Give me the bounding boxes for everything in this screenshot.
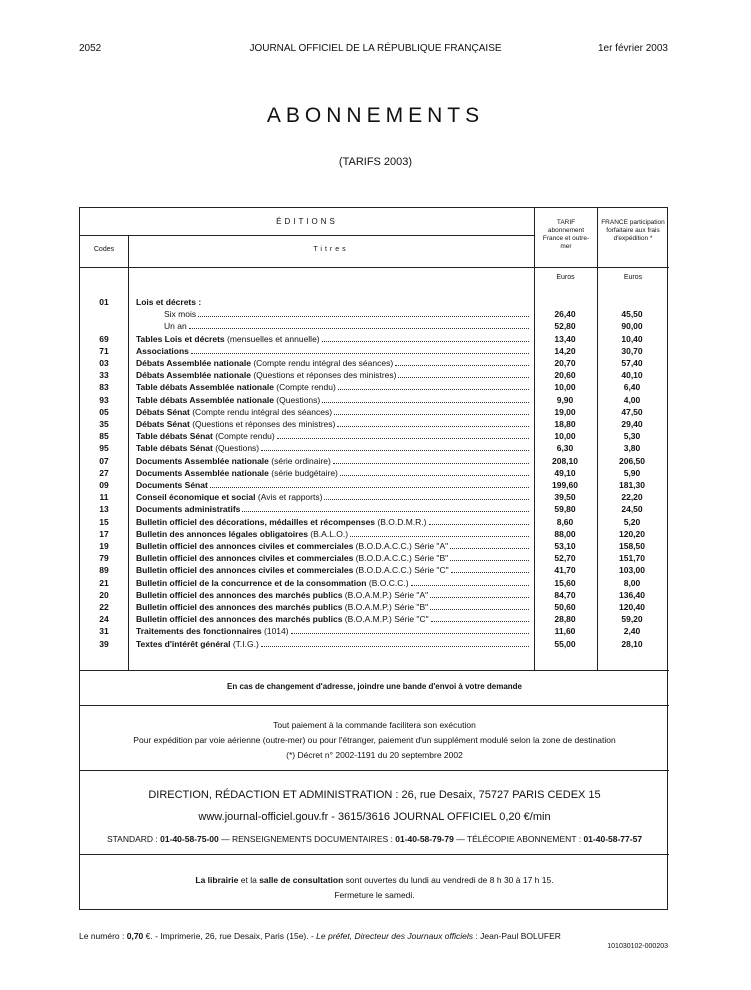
row-title-detail: Un an (164, 321, 187, 332)
footer-reference: 101030102-000203 (607, 943, 668, 950)
row-code: 20 (99, 589, 109, 600)
leader-dots (322, 334, 529, 342)
row-title-bold: Lois et décrets : (136, 297, 202, 307)
row-code: 15 (99, 516, 109, 527)
row-tarif: 19,00 (554, 406, 576, 417)
row-title (136, 456, 531, 466)
row-title-text (136, 614, 429, 624)
row-title-detail: (B.O.A.M.P.) Série "B" (342, 602, 429, 612)
page-title: ABONNEMENTS (266, 104, 485, 127)
row-title-bold: Table débats Sénat (136, 431, 213, 442)
table-row (80, 321, 669, 333)
leader-dots (411, 578, 529, 586)
row-title-text (136, 517, 427, 527)
row-code: 31 (99, 626, 109, 637)
leader-dots (430, 602, 529, 610)
row-title-text (136, 419, 335, 429)
row-tarif: 13,40 (554, 333, 576, 344)
row-title (136, 358, 531, 368)
row-title-text (136, 541, 448, 551)
address-notice: En cas de changement d'adresse, joindre une bande d'envoi à votre demande (227, 682, 522, 691)
row-title (136, 553, 531, 563)
row-code: 09 (99, 480, 109, 490)
row-tarif: 20,70 (554, 358, 576, 368)
row-code: 13 (99, 504, 109, 515)
tarif-header: TARIF abonnement France et outre-mer (542, 219, 590, 250)
library-text: et la (238, 875, 260, 885)
row-title (136, 382, 531, 392)
library-label: La librairie (195, 875, 239, 885)
leader-dots (210, 480, 529, 488)
row-france: 158,50 (619, 541, 645, 551)
row-title-detail: (B.O.D.M.R.) (375, 516, 427, 527)
row-title (136, 504, 531, 514)
row-title-bold: Bulletin officiel des annonces civiles et commerciales (136, 541, 354, 551)
table-row (80, 419, 669, 431)
row-title-bold: Associations (136, 345, 189, 356)
row-france: 5,90 (623, 467, 641, 478)
payment-line-2: Pour expédition par voie aérienne (outre-mer) ou pour l'étranger, paiement d'un supplément modulé selon la zone de destination (133, 735, 616, 745)
row-title (136, 590, 531, 600)
row-france: 6,40 (623, 382, 641, 393)
decree-note: (*) Décret n° 2002-1191 du 20 septembre 2002 (286, 750, 463, 760)
row-title (136, 578, 531, 588)
unit-euros-1: Euros (556, 274, 575, 281)
row-code: 07 (99, 455, 109, 466)
table-row (80, 626, 669, 638)
row-code: 95 (99, 443, 109, 454)
row-title-text (136, 443, 259, 453)
table-row (80, 334, 669, 346)
leader-dots (451, 565, 529, 573)
row-title-bold: Table débats Assemblée nationale (136, 394, 274, 405)
leader-dots (261, 443, 529, 451)
leader-dots (277, 431, 529, 439)
table-row (80, 639, 669, 651)
row-title-bold: Bulletin des annonces légales obligatoires (136, 528, 308, 539)
website-minitel: www.journal-officiel.gouv.fr - 3615/3616 JOURNAL OFFICIEL 0,20 €/min (198, 811, 551, 823)
row-france: 45,50 (621, 309, 643, 320)
row-code: 83 (99, 382, 109, 393)
row-title-bold: Débats Assemblée nationale (136, 358, 251, 368)
row-title-bold: Documents Assemblée nationale (136, 467, 269, 478)
row-france: 206,50 (619, 455, 645, 466)
row-title-detail: (Compte rendu) (212, 431, 275, 442)
row-title-bold: Débats Sénat (136, 406, 190, 417)
table-row (80, 578, 669, 590)
row-title-text (136, 334, 320, 344)
row-title-text (136, 456, 331, 466)
row-france: 29,40 (621, 419, 643, 429)
row-code: 71 (99, 345, 109, 356)
table-row (80, 504, 669, 516)
row-title-detail: (B.O.A.M.P.) Série "C" (342, 614, 429, 625)
row-title (164, 309, 531, 319)
library-hours-text: sont ouvertes du lundi au vendredi de 8 h 30 à 17 h 15. (343, 875, 554, 885)
table-row (80, 590, 669, 602)
row-code: 05 (99, 406, 109, 417)
leader-dots (198, 309, 529, 317)
row-france: 5,20 (623, 516, 641, 527)
row-title (136, 565, 531, 575)
table-row (80, 395, 669, 407)
row-title-detail: (B.A.L.O.) (307, 528, 349, 539)
row-france: 120,20 (619, 528, 645, 539)
row-title-text (136, 468, 338, 478)
row-title-detail: Six mois (164, 309, 197, 320)
row-france: 5,30 (623, 431, 641, 442)
row-title-detail: (Compte rendu intégral des séances) (189, 406, 333, 417)
leader-dots (431, 614, 529, 622)
row-title-text (136, 504, 240, 514)
rens-label: — RENSEIGNEMENTS DOCUMENTAIRES : (218, 834, 396, 844)
table-row (80, 358, 669, 370)
footer-director-title: Le préfet, Directeur des Journaux officiels (316, 931, 474, 941)
row-france: 2,40 (623, 626, 641, 637)
row-title (136, 614, 531, 624)
table-row (80, 480, 669, 492)
row-title-detail: (Avis et rapports) (255, 492, 323, 503)
leader-dots (429, 517, 529, 525)
footer-printer: €. - Imprimerie, 26, rue Desaix, Paris (15e). - (143, 931, 317, 941)
row-code: 79 (99, 553, 109, 564)
issue-date: 1er février 2003 (597, 43, 668, 54)
leader-dots (337, 419, 529, 427)
footer-director-name: : Jean-Paul BOLUFER (473, 931, 561, 941)
row-france: 181,30 (619, 480, 645, 490)
row-tarif: 11,60 (554, 626, 576, 637)
row-tarif: 15,60 (554, 577, 576, 588)
row-code: 39 (99, 638, 109, 649)
leader-dots (450, 541, 529, 549)
row-title (164, 321, 531, 331)
row-tarif: 49,10 (554, 467, 576, 478)
row-title-text (136, 407, 332, 417)
divider (80, 235, 534, 236)
row-france: 28,10 (621, 638, 643, 649)
row-code: 21 (99, 577, 109, 588)
row-tarif: 52,80 (554, 321, 576, 332)
row-tarif: 41,70 (554, 565, 576, 576)
footer-price: 0,70 (126, 931, 144, 941)
row-title-text (136, 492, 322, 502)
row-title-bold: Bulletin officiel des annonces des marchés publics (136, 589, 343, 600)
leader-dots (291, 626, 529, 634)
row-title-detail: (B.O.D.A.C.C.) Série "B" (353, 553, 449, 564)
table-row (80, 309, 669, 321)
table-row (80, 456, 669, 468)
row-france: 47,50 (621, 406, 643, 417)
row-title-bold: Bulletin officiel des annonces civiles et commerciales (136, 565, 354, 576)
row-france: 103,00 (619, 565, 645, 576)
row-title-text (136, 297, 201, 307)
row-france: 4,00 (623, 394, 641, 405)
divider (80, 670, 669, 671)
row-title-bold: Documents administratifs (136, 504, 241, 515)
row-title (136, 468, 531, 478)
subscription-table-box (79, 207, 668, 910)
row-title-bold: Débats Assemblée nationale (136, 370, 251, 381)
row-title-detail: (série ordinaire) (268, 455, 331, 466)
row-title-bold: Textes d'intérêt général (136, 638, 231, 649)
row-code: 01 (99, 297, 109, 307)
row-title (136, 431, 531, 441)
codes-header: Codes (93, 246, 115, 253)
row-title-detail: (1014) (261, 626, 289, 637)
row-title (136, 480, 531, 490)
row-france: 22,20 (621, 492, 643, 503)
titres-header: Titres (313, 246, 349, 253)
row-title-detail: (Questions) (273, 394, 321, 405)
row-title-detail: (Questions) (212, 443, 260, 454)
row-france: 3,80 (623, 443, 641, 454)
row-title-detail: (Compte rendu intégral des séances) (250, 358, 394, 368)
row-title-bold: Documents Sénat (136, 480, 208, 490)
row-france: 136,40 (619, 589, 645, 600)
row-france: 90,00 (621, 321, 643, 332)
standard-label: STANDARD : (106, 834, 161, 844)
row-title-text (136, 602, 428, 612)
row-tarif: 39,50 (554, 492, 576, 503)
row-tarif: 14,20 (554, 345, 576, 356)
row-title (136, 395, 531, 405)
row-code: 35 (99, 419, 109, 429)
row-title-bold: Bulletin officiel des annonces des marchés publics (136, 614, 343, 625)
leader-dots (350, 529, 529, 537)
leader-dots (333, 456, 529, 464)
table-row (80, 517, 669, 529)
row-france: 57,40 (621, 358, 643, 368)
leader-dots (334, 407, 529, 415)
row-title-text (136, 626, 289, 636)
leader-dots (191, 346, 529, 354)
row-title-detail: (Questions et réponses des ministres) (189, 419, 336, 429)
row-title (136, 492, 531, 502)
row-tarif: 84,70 (554, 589, 576, 600)
row-code: 85 (99, 431, 109, 442)
row-tarif: 50,60 (554, 602, 576, 612)
row-title-detail: (T.I.G.) (230, 638, 259, 649)
leader-dots (450, 553, 529, 561)
footer-prefix: Le numéro : (79, 931, 127, 941)
row-tarif: 53,10 (554, 541, 576, 551)
row-tarif: 59,80 (554, 504, 576, 515)
table-row (80, 443, 669, 455)
leader-dots (189, 321, 529, 329)
page-number: 2052 (79, 43, 102, 54)
row-title-text (136, 565, 449, 575)
leader-dots (324, 492, 529, 500)
row-code: 22 (99, 602, 109, 612)
leader-dots (322, 395, 529, 403)
row-title-detail: (B.O.C.C.) (366, 577, 409, 588)
leader-dots (340, 468, 529, 476)
table-row (80, 431, 669, 443)
row-title-bold: Débats Sénat (136, 419, 190, 429)
table-row (80, 407, 669, 419)
row-title-detail: (B.O.D.A.C.C.) Série "A" (353, 541, 449, 551)
row-title-text (136, 529, 348, 539)
row-title (136, 541, 531, 551)
row-title (136, 297, 531, 307)
row-title-text (136, 578, 409, 588)
row-tarif: 199,60 (552, 480, 578, 490)
leader-dots (338, 382, 529, 390)
row-france: 40,10 (621, 370, 643, 381)
standard-number: 01-40-58-75-00 (160, 834, 219, 844)
table-row (80, 468, 669, 480)
row-title (136, 626, 531, 636)
library-hours (80, 875, 669, 885)
row-title (136, 407, 531, 417)
row-title-text (136, 480, 208, 490)
row-title-bold: Bulletin officiel des décorations, médailles et récompenses (136, 516, 376, 527)
row-tarif: 20,60 (554, 370, 576, 381)
library-closing: Fermeture le samedi. (334, 890, 415, 900)
row-title-text (136, 395, 320, 405)
row-title (136, 443, 531, 453)
row-code: 24 (99, 614, 109, 625)
row-title (136, 529, 531, 539)
row-title (136, 370, 531, 380)
row-france: 30,70 (621, 345, 643, 356)
divider (80, 705, 669, 706)
france-header: FRANCE participation forfaitaire aux frais d'expédition * (601, 219, 665, 242)
table-row (80, 602, 669, 614)
row-title-bold: Traitements des fonctionnaires (136, 626, 262, 637)
leader-dots (261, 639, 529, 647)
row-title-detail: (mensuelles et annuelle) (224, 333, 320, 344)
telecopie-label: — TÉLÉCOPIE ABONNEMENT : (453, 834, 584, 844)
row-title-text (136, 590, 428, 600)
table-row (80, 382, 669, 394)
row-title (136, 517, 531, 527)
row-tarif: 52,70 (554, 553, 576, 564)
phone-line (80, 834, 669, 844)
row-tarif: 8,60 (556, 516, 574, 527)
row-tarif: 9,90 (556, 394, 574, 405)
row-title-text (136, 346, 189, 356)
row-code: 19 (99, 541, 109, 551)
row-title (136, 419, 531, 429)
row-title-text (136, 358, 393, 368)
table-row (80, 553, 669, 565)
row-title (136, 334, 531, 344)
row-code: 93 (99, 394, 109, 405)
unit-euros-2: Euros (623, 274, 643, 281)
row-tarif: 88,00 (554, 528, 576, 539)
row-title (136, 346, 531, 356)
row-tarif: 208,10 (552, 455, 578, 466)
row-france: 120,40 (619, 602, 645, 612)
leader-dots (430, 590, 529, 598)
row-france: 24,50 (621, 504, 643, 515)
row-code: 11 (99, 492, 109, 503)
row-code: 69 (99, 333, 109, 344)
row-title-text (136, 553, 448, 563)
row-title-detail: (B.O.A.M.P.) Série "A" (342, 589, 429, 600)
table-row (80, 541, 669, 553)
row-title-bold: Table débats Sénat (136, 443, 213, 454)
row-title-detail: (série budgétaire) (268, 467, 338, 478)
telecopie-number: 01-40-58-77-57 (583, 834, 643, 844)
consultation-label: salle de consultation (259, 875, 344, 885)
rens-number: 01-40-58-79-79 (395, 834, 454, 844)
row-title-text (136, 431, 275, 441)
divider (80, 854, 669, 855)
row-title-detail: (B.O.D.A.C.C.) Série "C" (353, 565, 449, 576)
divider (80, 770, 669, 771)
table-row (80, 297, 669, 309)
leader-dots (398, 370, 529, 378)
row-title-text (136, 639, 259, 649)
footer-imprint (79, 931, 561, 941)
row-title-bold: Bulletin officiel de la concurrence et de la consommation (136, 577, 367, 588)
row-france: 8,00 (623, 577, 641, 588)
row-title-bold: Tables Lois et décrets (136, 333, 225, 344)
row-title-detail: (Compte rendu) (273, 382, 336, 393)
row-code: 27 (99, 467, 109, 478)
direction-address: DIRECTION, RÉDACTION ET ADMINISTRATION : 26, rue Desaix, 75727 PARIS CEDEX 15 (148, 789, 601, 801)
editions-header: ÉDITIONS (276, 217, 338, 226)
row-title-text (136, 370, 396, 380)
row-code: 03 (99, 358, 109, 368)
divider (80, 267, 669, 268)
row-title (136, 602, 531, 612)
row-title (136, 639, 531, 649)
row-tarif: 10,00 (554, 431, 576, 442)
row-title-detail: (Questions et réponses des ministres) (250, 370, 397, 381)
row-title-bold: Conseil économique et social (136, 492, 256, 503)
table-row (80, 565, 669, 577)
row-title-text (164, 321, 187, 331)
page-subtitle: (TARIFS 2003) (338, 156, 413, 168)
row-tarif: 28,80 (554, 614, 576, 625)
row-title-bold: Table débats Assemblée nationale (136, 382, 274, 393)
row-title-bold: Bulletin officiel des annonces des marchés publics (136, 602, 343, 612)
row-tarif: 6,30 (556, 443, 574, 454)
row-code: 89 (99, 565, 109, 576)
row-france: 151,70 (619, 553, 645, 564)
row-title-bold: Bulletin officiel des annonces civiles et commerciales (136, 553, 354, 564)
table-row (80, 492, 669, 504)
row-code: 17 (99, 528, 109, 539)
row-tarif: 10,00 (554, 382, 576, 393)
row-france: 10,40 (621, 333, 643, 344)
journal-header: JOURNAL OFFICIEL DE LA RÉPUBLIQUE FRANÇAISE (249, 43, 502, 54)
row-france: 59,20 (621, 614, 643, 625)
row-code: 33 (99, 370, 109, 381)
row-tarif: 55,00 (554, 638, 576, 649)
table-row (80, 346, 669, 358)
row-title-text (136, 382, 336, 392)
row-title-text (164, 309, 196, 319)
table-row (80, 370, 669, 382)
table-row (80, 529, 669, 541)
payment-line-1: Tout paiement à la commande facilitera son exécution (273, 720, 476, 730)
leader-dots (242, 504, 529, 512)
leader-dots (395, 358, 529, 366)
row-tarif: 26,40 (554, 309, 576, 320)
row-tarif: 18,80 (554, 419, 576, 429)
table-row (80, 614, 669, 626)
row-title-bold: Documents Assemblée nationale (136, 455, 269, 466)
